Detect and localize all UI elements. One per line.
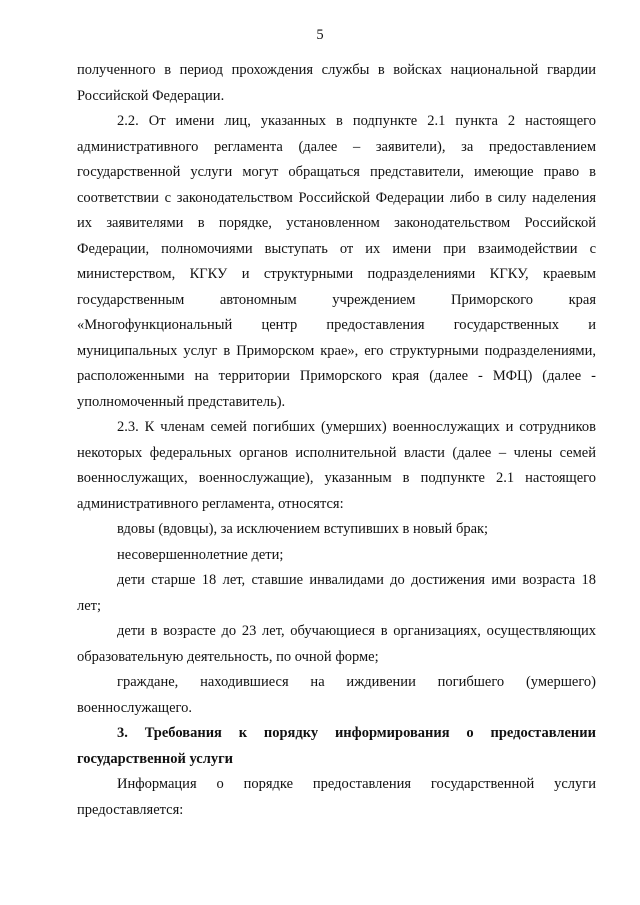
document-body (77, 58, 596, 823)
paragraph-2-2: 2.2. От имени лиц, указанных в подпункте 2.1 пункта 2 настоящего административного регламента (далее – заявители), за предоставлением государственной услуги могут обращаться представители, имеющие право в соответствии с законодательством Российской Федерации либо в силу наделения их заявителями в порядке, установленном законодательством Российской Федерации, полномочиями выступать от их имени при взаимодействии с министерством, КГКУ и структурными подразделениями КГКУ, краевым государственным автономным учреждением Приморского края «Многофункциональный центр предоставления государственных и муниципальных услуг в Приморском крае», его структурными подразделениями, расположенными на территории Приморского края (далее - МФЦ) (далее - уполномоченный представитель). (77, 113, 596, 410)
section-heading: 3. Требования к порядку информирования о предоставлении государственной услуги (77, 725, 596, 767)
list-item-dependents: граждане, находившиеся на иждивении погибшего (умершего) военнослужащего. (77, 674, 596, 716)
list-item-minors: несовершеннолетние дети; (117, 546, 284, 563)
paragraph-2-3: 2.3. К членам семей погибших (умерших) военнослужащих и сотрудников некоторых федеральных органов исполнительной власти (далее – члены семей военнослужащих, военнослужащие), указанным в подпункте 2.1 настоящего административного регламента, относятся: (77, 419, 596, 512)
list-item-disabled-children: дети старше 18 лет, ставшие инвалидами до достижения ими возраста 18 лет; (77, 572, 596, 614)
list-item-students: дети в возрасте до 23 лет, обучающиеся в организациях, осуществляющих образовательную деятельность, по очной форме; (77, 623, 596, 665)
page-number: 5 (316, 27, 324, 43)
paragraph-information: Информация о порядке предоставления государственной услуги предоставляется: (77, 776, 596, 818)
paragraph-continuation: полученного в период прохождения службы в войсках национальной гвардии Российской Федерации. (77, 62, 596, 104)
list-item-widows: вдовы (вдовцы), за исключением вступивших в новый брак; (117, 521, 489, 537)
